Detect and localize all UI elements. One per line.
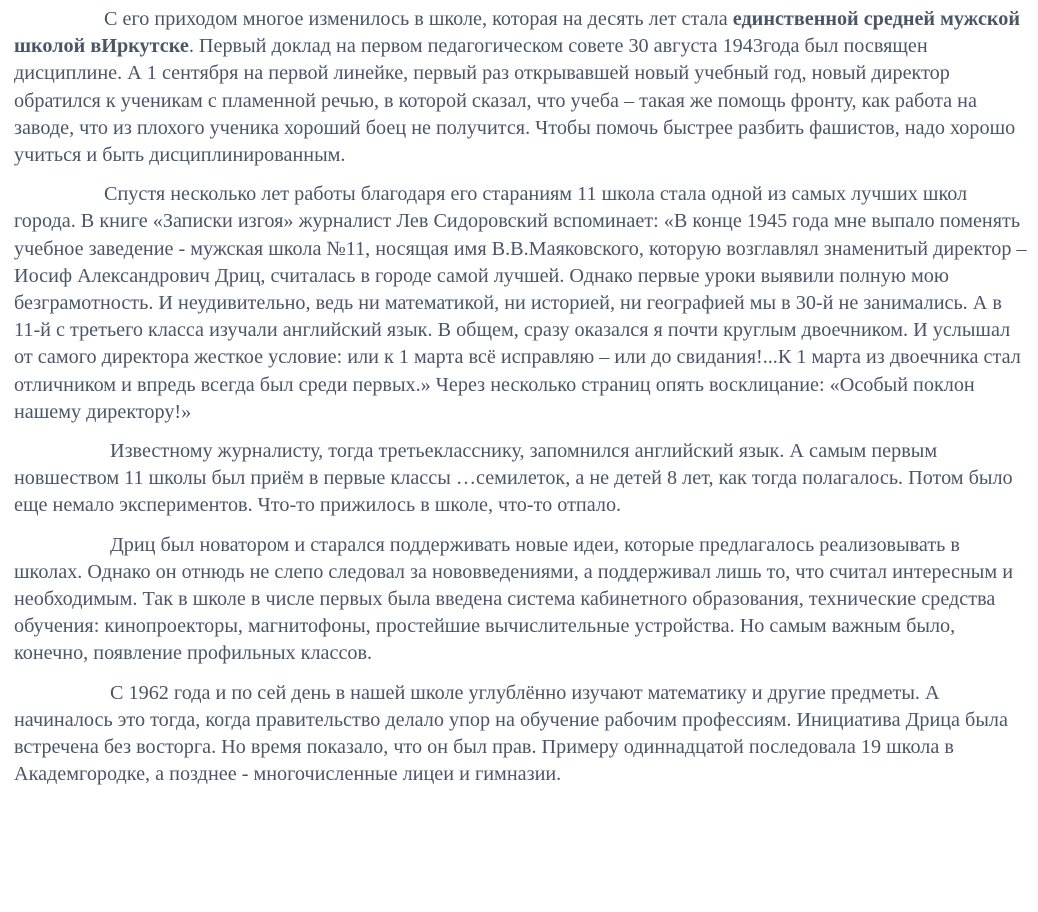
- paragraph-5: С 1962 года и по сей день в нашей школе углублённо изучают математику и другие предметы. А начиналось это тогда, когда правительство делало упор на обучение рабочим профессиям. Инициатива Дрица была встречена без восторга. Но время показало, что он был прав. Примеру одиннадцатой последовала 19 школа в Академгородке, а позднее - многочисленные лицеи и гимназии.: [14, 681, 1008, 786]
- paragraph-1-intro: С его приходом многое изменилось в школе, которая на десять лет стала: [104, 8, 733, 30]
- paragraph-4: Дриц был новатором и старался поддерживать новые идеи, которые предлагалось реализовывать в школах. Однако он отнюдь не слепо следовал за нововведениями, а поддерживал лишь то, что считал интересным и необходимым. Так в школе в числе первых была введена система кабинетного образования, технические средства обучения: кинопроекторы, магнитофоны, простейшие вычислительные устройства. Но самым важным было, конечно, появление профильных классов.: [14, 533, 1013, 665]
- paragraph-2: Спустя несколько лет работы благодаря его стараниям 11 школа стала одной из самых лучших школ города. В книге «Записки изгоя» журналист Лев Сидоровский вспоминает: «В конце 1945 года мне выпало поменять учебное заведение - мужская школа №11, носящая имя В.В.Маяковского, которую возглавлял знаменитый директор – Иосиф Александрович Дриц, считалась в городе самой лучшей. Однако первые уроки выявили полную мою безграмотность. И неудивительно, ведь ни математикой, ни историей, ни географией мы в 30-й не занимались. А в 11-й с третьего класса изучали английский язык. В общем, сразу оказался я почти круглым двоечником. И услышал от самого директора жесткое условие: или к 1 марта всё исправляю – или до свидания!...К 1 марта из двоечника стал отличником и впредь всегда был среди первых.» Через несколько страниц опять восклицание: «Особый поклон нашему директору!»: [14, 183, 1027, 423]
- paragraph-1-bold-phrase: единственной средней мужской школой вИркутске: [14, 8, 1020, 58]
- document-body: [14, 6, 1032, 800]
- paragraph-1-rest: . Первый доклад на первом педагогическом совете 30 августа 1943года был посвящен дисциплине. А 1 сентября на первой линейке, первый раз открывавшей новый учебный год, новый директор обратился к ученикам с пламенной речью, в которой сказал, что учеба – такая же помощь фронту, как работа на заводе, что из плохого ученика хороший боец не получится. Чтобы помочь быстрее разбить фашистов, надо хорошо учиться и быть дисциплинированным.: [14, 35, 1016, 167]
- paragraph-1: [14, 6, 1032, 169]
- paragraph-3: Известному журналисту, тогда третьекласснику, запомнился английский язык. А самым первым новшеством 11 школы был приём в первые классы …семилеток, а не детей 8 лет, как тогда полагалось. Потом было еще немало экспериментов. Что-то прижилось в школе, что-то отпало.: [14, 440, 1013, 517]
